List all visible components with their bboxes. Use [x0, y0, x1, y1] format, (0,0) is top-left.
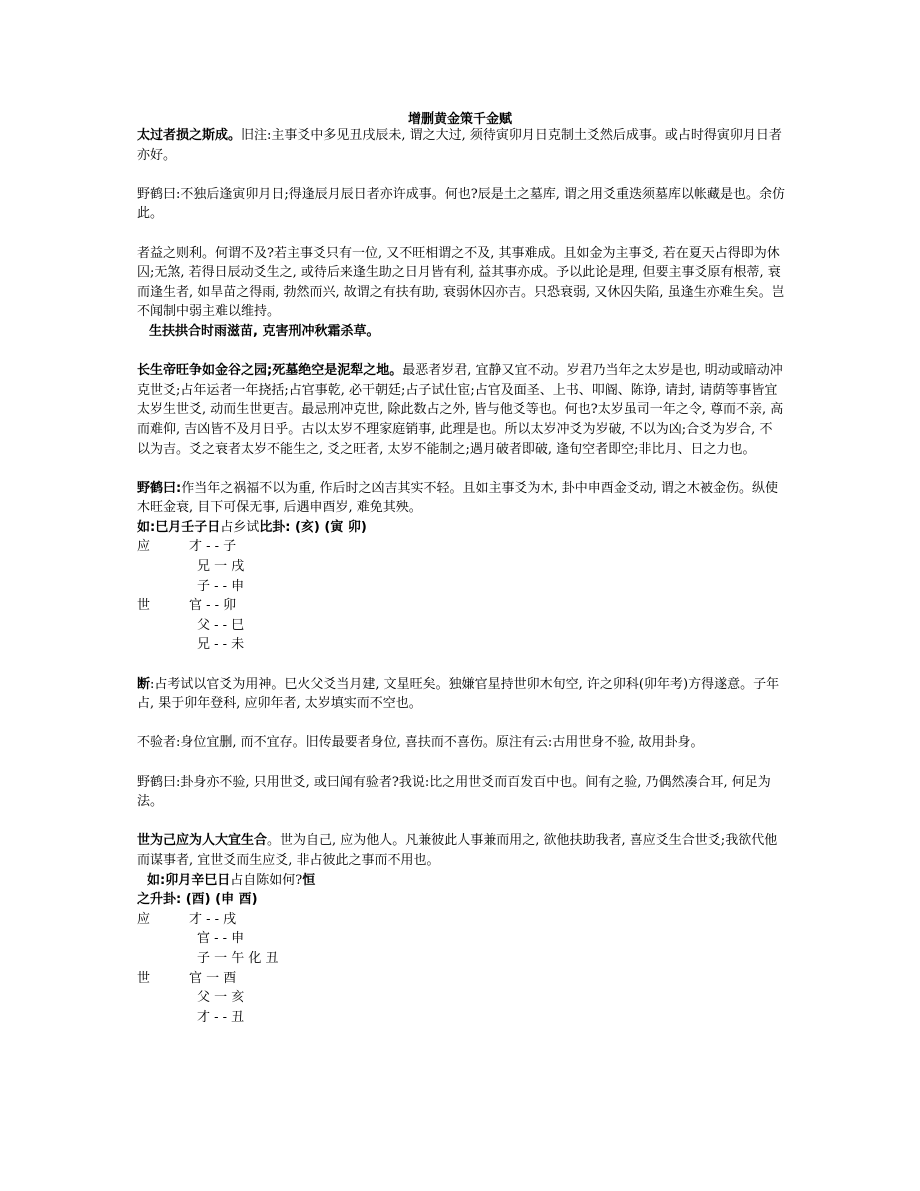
example-1-gua-info: 卦: (亥) (寅 卯) — [272, 519, 367, 535]
hexagram-1 — [137, 537, 785, 655]
paragraph-7: 不验者:身位宜删, 而不宜存。旧传最要者身位, 喜扶而不喜伤。原注有云:古用世身不验, 故用卦身。 — [137, 735, 704, 751]
hexagram-line-role — [137, 929, 189, 949]
hexagram-1-line — [137, 596, 785, 616]
example-1-heading — [137, 518, 785, 538]
paragraph-6-heading: 断 — [137, 676, 151, 692]
paragraph-5-text: 作当年之祸福不以为重, 作后时之凶吉其实不轻。且如主事爻为木, 卦中申酉金爻动, 谓之木被金伤。纵使木旺金衰, 目下可保无事, 后遇申酉岁, 难免其殃。 — [137, 480, 778, 516]
paragraph-9 — [137, 831, 785, 870]
example-2-gua: 恒 — [302, 872, 316, 888]
example-2-heading — [137, 871, 785, 891]
hexagram-1-line — [137, 557, 785, 577]
paragraph-3: 者益之则利。何谓不及?若主事爻只有一位, 又不旺相谓之不及, 其事难成。且如金为主事爻, 若在夏天占得即为休囚;无煞, 若得日辰动爻生之, 或待后来逢生助之日月皆有利, 益其事亦成。予以此论是理, 但要主事爻原有根蒂, 衰而逢生者, 如旱苗之得雨, 勃然而兴, 故谓之有扶有助, 衰弱休囚亦吉。只恐衰弱, 又休囚失陷, 虽逢生亦难生矣。岂不闻制中弱主难以维持。 — [137, 245, 785, 320]
example-1-date: 巳月壬子日 — [155, 519, 221, 535]
document-body — [137, 126, 785, 1027]
example-1-question: 占乡试 — [220, 519, 260, 535]
hexagram-line-text: 兄 - - 未 — [197, 637, 245, 653]
hexagram-line-text: 父 - - 巳 — [197, 617, 245, 633]
hexagram-1-line — [137, 635, 785, 655]
hexagram-2-line — [137, 929, 785, 949]
hexagram-line-role — [137, 1008, 189, 1028]
paragraph-8: 野鹤曰:卦身亦不验, 只用世爻, 或曰闻有验者?我说:比之用世爻而百发百中也。间有之验, 乃偶然凑合耳, 何足为法。 — [137, 774, 771, 810]
hexagram-line-role — [137, 616, 189, 636]
paragraph-9-heading: 世为己应为人大宜生合 — [137, 833, 268, 849]
hexagram-1-line — [137, 537, 785, 557]
paragraph-1-text: 旧注:主事爻中多见丑戌辰未, 谓之大过, 须待寅卯月日克制土爻然后成事。或占时得寅卯月日者亦好。 — [137, 128, 782, 163]
hexagram-line-text: 官 - - 卯 — [189, 598, 237, 614]
paragraph-6-text: :占考试以官爻为用神。巳火父爻当月建, 文星旺矣。独嫌官星持世卯木旬空, 许之卯科(卯年考)方得遂意。子年占, 果于卯年登科, 应卯年者, 太岁填实而不空也。 — [137, 676, 780, 712]
hexagram-line-text: 子 - - 申 — [197, 578, 245, 594]
example-2-question: 占自陈如何? — [230, 872, 303, 888]
hexagram-line-role — [137, 949, 189, 969]
hexagram-2-line — [137, 988, 785, 1008]
hexagram-line-text: 才 - - 戌 — [189, 911, 237, 927]
paragraph-1-heading: 太过者损之斯成。 — [137, 128, 242, 143]
example-2-date: 卯月辛巳日 — [165, 872, 231, 888]
paragraph-5 — [137, 479, 785, 518]
paragraph-9-text: 。世为自己, 应为他人。凡兼彼此人事兼而用之, 欲他扶助我者, 喜应爻生合世爻;我欲代他而谋事者, 宜世爻而生应爻, 非占彼此之事而不用也。 — [137, 833, 778, 868]
hexagram-line-text: 子 一 午 化 丑 — [197, 950, 279, 966]
hexagram-2 — [137, 910, 785, 1028]
hexagram-2-line — [137, 949, 785, 969]
hexagram-1-line — [137, 616, 785, 636]
paragraph-4-text: 最恶者岁君, 宜静又宜不动。岁君乃当年之太岁是也, 明动或暗动冲克世爻;占年运者一年挠括;占官事乾, 必干朝廷;占子试仕宦;占官及面圣、上书、叩阍、陈诤, 请封, 请荫等事皆宜太岁生世爻, 动而生世更吉。最忌刑冲克世, 除此数占之外, 皆与他爻等也。何也?太岁虽司一年之令, 尊而不亲, 高而难仰, 吉凶皆不及月日乎。古以太岁不理家庭销事, 此理是也。所以太岁冲爻为岁破, 不以为凶;合爻为岁合, 不以为吉。爻之衰者太岁不能生之, 爻之旺者, 太岁不能制之;遇月破者即破, 逢旬空者即空;非比月、日之力也。 — [137, 363, 784, 457]
example-2-gua-line — [137, 890, 785, 910]
paragraph-1 — [137, 126, 785, 165]
document-title: 增删黄金策千金赋 — [407, 112, 512, 127]
hexagram-line-role — [137, 557, 189, 577]
hexagram-line-role: 应 — [137, 911, 151, 927]
hexagram-line-text: 才 - - 子 — [189, 539, 237, 555]
example-1-gua: 比 — [259, 519, 273, 535]
hexagram-line-text: 官 - - 申 — [197, 931, 245, 947]
paragraph-3-verse: 生扶拱合时雨滋苗, 克害刑冲秋霜杀草。 — [149, 323, 380, 339]
example-1-label: 如: — [137, 519, 156, 535]
paragraph-2: 野鹤曰:不独后逢寅卯月日;得逢辰月辰日者亦许成事。何也?辰是土之墓库, 谓之用爻重迭须墓库以帐藏是也。余仿此。 — [137, 186, 785, 222]
paragraph-5-heading: 野鹤曰: — [137, 480, 182, 496]
paragraph-4 — [137, 361, 785, 459]
hexagram-line-role: 应 — [137, 539, 151, 555]
hexagram-line-role: 世 — [137, 598, 151, 614]
hexagram-line-role — [137, 577, 189, 597]
hexagram-line-text: 兄 一 戌 — [197, 559, 245, 575]
example-2-label: 如: — [147, 872, 166, 888]
hexagram-line-text: 父 一 亥 — [197, 990, 245, 1006]
example-2-gua-info: 卦: (酉) (申 酉) — [163, 892, 258, 908]
hexagram-line-role: 世 — [137, 970, 151, 986]
paragraph-6 — [137, 675, 785, 714]
hexagram-1-line — [137, 577, 785, 597]
paragraph-4-heading: 长生帝旺争如金谷之园;死墓绝空是泥犁之地。 — [137, 363, 403, 379]
hexagram-line-text: 才 - - 丑 — [197, 1009, 245, 1025]
hexagram-line-text: 官 一 酉 — [189, 970, 237, 986]
hexagram-line-role — [137, 635, 189, 655]
example-2-gua-change: 之升 — [137, 892, 164, 908]
hexagram-2-line — [137, 1008, 785, 1028]
hexagram-line-role — [137, 988, 189, 1008]
hexagram-2-line — [137, 910, 785, 930]
hexagram-2-line — [137, 969, 785, 989]
